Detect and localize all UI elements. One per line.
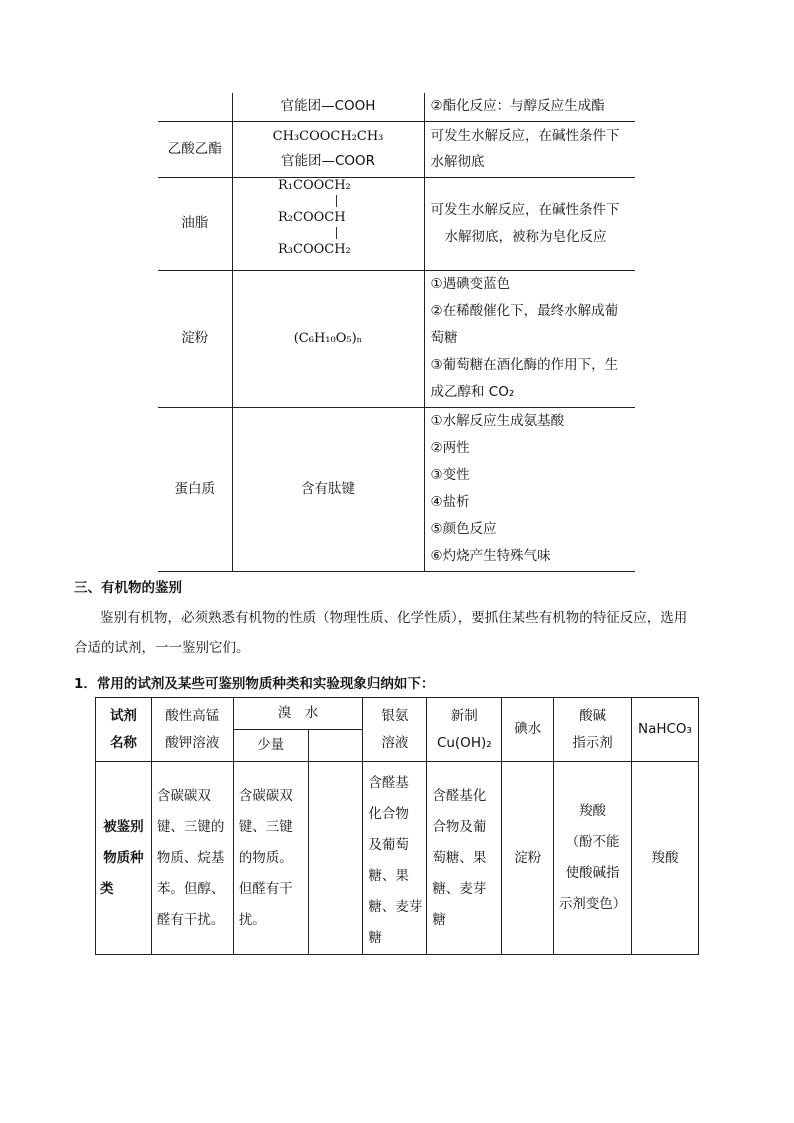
structure-cell	[232, 121, 424, 177]
property-line: 水解彻底	[430, 154, 485, 170]
bond-line	[336, 195, 337, 207]
cell-line: 键、三键的	[156, 818, 225, 835]
label-line: 被鉴别	[103, 818, 144, 835]
properties-cell	[424, 407, 635, 571]
cell-line: 萄糖、果	[432, 849, 487, 866]
cell-line: 键、三键	[238, 818, 293, 835]
table-row	[158, 177, 635, 270]
row-label-cell	[96, 762, 152, 955]
properties-cell	[424, 121, 635, 177]
header-line: 指示剂	[572, 734, 613, 751]
cuoh-header	[427, 698, 502, 762]
table-row	[158, 407, 635, 571]
property-line: 可发生水解反应，在碱性条件下	[430, 201, 620, 218]
table-row	[158, 270, 635, 407]
nahco3-cell: 羧酸	[631, 762, 698, 955]
cell-line: 含醛基化	[432, 787, 487, 804]
structure-cell: 官能团—COOH	[232, 93, 424, 121]
cell-line: 糖、麦芽	[368, 899, 423, 915]
header-line: 试剂	[109, 707, 137, 724]
properties-cell	[424, 177, 635, 270]
property-line: 成乙醇和 CO₂	[430, 384, 515, 400]
kmno4-header	[151, 698, 233, 762]
property-line: ④盐析	[430, 494, 470, 510]
paragraph-line: 鉴别有机物，必须熟悉有机物的性质（物理性质、化学性质），要抓住某些有机物的特征反应，选用	[100, 610, 688, 626]
fat-line: R₂COOCH	[278, 209, 346, 225]
bromine-small-header: 少量	[233, 730, 308, 762]
bromine-small-cell	[233, 762, 308, 955]
table-row	[96, 762, 699, 955]
bromine-excess-header	[308, 730, 363, 762]
cell-line: 糖	[368, 930, 382, 946]
cell-line: 的物质。	[238, 849, 293, 866]
property-line: 可发生水解反应，在碱性条件下	[430, 128, 620, 144]
fat-structure	[278, 178, 378, 260]
cell-line: （酚不能	[565, 834, 620, 850]
label-line: 物质种	[103, 849, 144, 866]
header-row	[96, 698, 699, 730]
cell-line: 化合物	[368, 806, 409, 822]
reagent-label-cell	[96, 698, 152, 762]
name-cell: 油脂	[158, 177, 232, 270]
table-row	[158, 121, 635, 177]
cell-line: 合物及葡	[432, 818, 487, 835]
subheading: 1．常用的试剂及某些可鉴别物质种类和实验现象归纳如下：	[74, 676, 435, 692]
header-line: 新制	[450, 707, 478, 724]
cell-line: 物质、烷基	[156, 849, 225, 866]
kmno4-cell	[151, 762, 233, 955]
property-line: 水解彻底，被称为皂化反应	[444, 228, 607, 245]
property-line: ①水解反应生成氨基酸	[430, 413, 565, 429]
properties-cell	[424, 270, 635, 407]
properties-table	[158, 93, 635, 572]
property-line: ③葡萄糖在酒化酶的作用下，生	[430, 357, 619, 373]
cuoh-cell	[427, 762, 502, 955]
property-line: ②酯化反应：与醇反应生成酯	[430, 98, 605, 115]
functional-group: 官能团—COOR	[280, 153, 376, 169]
indicator-header	[554, 698, 632, 762]
cell-line: 羧酸	[579, 803, 607, 819]
structure-cell: 含有肽键	[232, 407, 424, 571]
header-line: 酸碱	[579, 707, 607, 724]
indicator-cell	[554, 762, 632, 955]
cell-line: 示剂变色）	[558, 896, 627, 912]
structure-cell	[232, 177, 424, 270]
section-heading: 三、有机物的鉴别	[74, 580, 182, 596]
nahco3-header: NaHCO₃	[631, 698, 698, 762]
bromine-header: 溴 水	[233, 698, 363, 730]
property-line: ③变性	[430, 467, 470, 483]
properties-cell	[424, 93, 635, 121]
cell-line: 及葡萄	[368, 837, 409, 853]
header-line: 溶液	[381, 734, 409, 751]
structure-cell: (C₆H₁₀O₅)ₙ	[232, 270, 424, 407]
header-line: 酸性高锰	[165, 707, 220, 724]
reagent-table	[95, 697, 699, 955]
bond-line	[336, 227, 337, 239]
property-line: ②两性	[430, 440, 470, 456]
cell-line: 扰。	[238, 911, 266, 928]
property-line: ②在稀酸催化下，最终水解成葡	[430, 303, 619, 319]
cell-line: 含碳碳双	[156, 787, 211, 804]
name-cell	[158, 93, 232, 121]
property-line: ①遇碘变蓝色	[430, 276, 511, 292]
header-line: Cu(OH)₂	[436, 734, 492, 751]
cell-line: 但醛有干	[238, 880, 293, 897]
property-line: ⑤颜色反应	[430, 521, 497, 537]
cell-line: 糖	[432, 911, 446, 928]
cell-line: 醛有干扰。	[156, 911, 225, 928]
cell-line: 糖、麦芽	[432, 880, 487, 897]
fat-line: R₁COOCH₂	[278, 177, 351, 193]
header-line: 酸钾溶液	[165, 734, 220, 751]
name-cell: 淀粉	[158, 270, 232, 407]
table-row	[158, 93, 635, 121]
silver-cell	[363, 762, 427, 955]
header-line: 名称	[109, 734, 137, 751]
silver-header	[363, 698, 427, 762]
property-line: 萄糖	[430, 330, 458, 346]
label-line: 类	[100, 880, 114, 897]
cell-line: 使酸碱指	[565, 865, 620, 881]
cell-line: 含醛基	[368, 775, 409, 791]
cell-line: 糖、果	[368, 868, 409, 884]
fat-line: R₃COOCH₂	[278, 241, 351, 257]
iodine-header: 碘水	[502, 698, 554, 762]
name-cell: 乙酸乙酯	[158, 121, 232, 177]
property-line: ⑥灼烧产生特殊气味	[430, 548, 551, 564]
paragraph-line: 合适的试剂，一一鉴别它们。	[74, 640, 250, 656]
header-line: 银氨	[381, 707, 409, 724]
structure-formula: CH₃COOCH₂CH₃	[272, 129, 384, 144]
bromine-excess-cell	[308, 762, 363, 955]
name-cell: 蛋白质	[158, 407, 232, 571]
cell-line: 苯。但醇、	[156, 880, 225, 897]
iodine-cell: 淀粉	[502, 762, 554, 955]
cell-line: 含碳碳双	[238, 787, 293, 804]
